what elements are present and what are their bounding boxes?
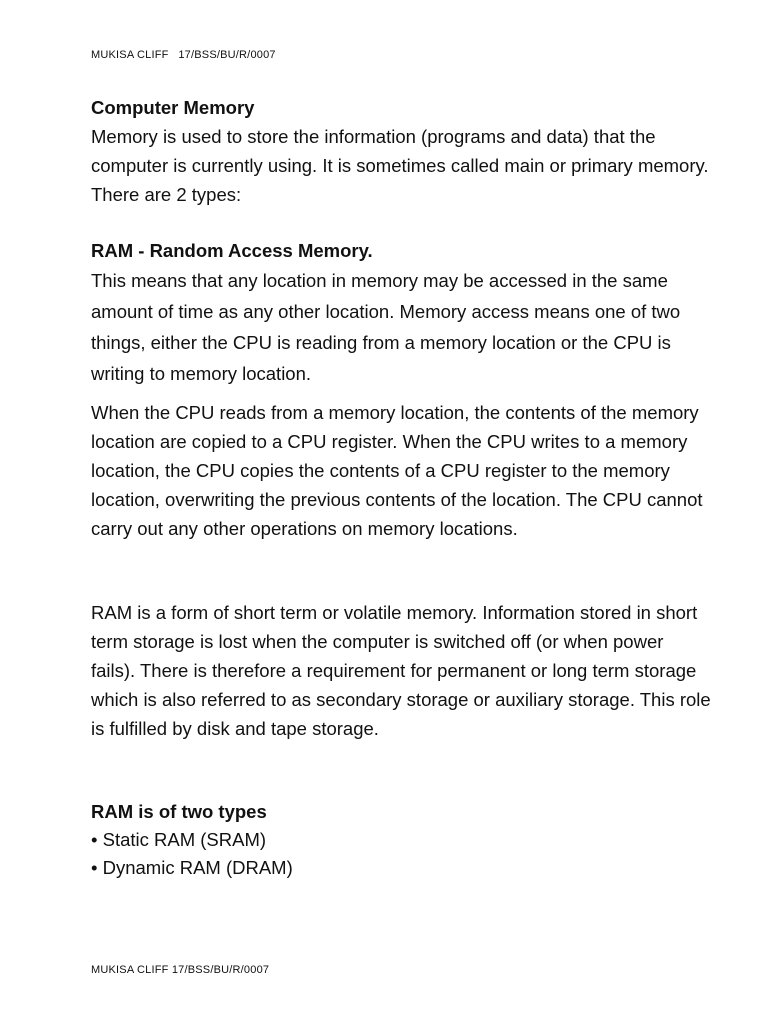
volatile-section bbox=[91, 598, 711, 743]
ram-types-list bbox=[91, 826, 711, 882]
section-heading-ram: RAM - Random Access Memory. bbox=[91, 240, 373, 261]
cpu-paragraph: When the CPU reads from a memory location, the contents of the memory location are copied to a CPU register. When the CPU writes to a memory location, the CPU copies the contents of a CPU register to the memory location, overwriting the previous contents of the location. The CPU cannot carry out any other operations on memory locations. bbox=[91, 402, 703, 539]
volatile-paragraph: RAM is a form of short term or volatile memory. Information stored in short term storage is lost when the computer is switched off (or when power fails). There is therefore a requirement for permanent or long term storage which is also referred to as secondary storage or auxiliary storage. This role is fulfilled by disk and tape storage. bbox=[91, 602, 711, 739]
intro-section bbox=[91, 93, 711, 209]
section-heading-ram-types: RAM is of two types bbox=[91, 801, 267, 822]
list-item-dram: • Dynamic RAM (DRAM) bbox=[91, 857, 293, 878]
ram-paragraph: This means that any location in memory may be accessed in the same amount of time as any other location. Memory access means one of two things, either the CPU is reading from a memory location or the CPU is writing to memory location. bbox=[91, 270, 681, 384]
page-footer: MUKISA CLIFF 17/BSS/BU/R/0007 bbox=[91, 964, 270, 976]
cpu-section bbox=[91, 398, 711, 543]
ram-section bbox=[91, 236, 711, 389]
intro-paragraph: Memory is used to store the information (programs and data) that the computer is currently using. It is sometimes called main or primary memory. There are 2 types: bbox=[91, 126, 709, 205]
section-heading-computer-memory: Computer Memory bbox=[91, 97, 255, 118]
page-header: MUKISA CLIFF 17/BSS/BU/R/0007 bbox=[91, 49, 276, 61]
list-item-sram: • Static RAM (SRAM) bbox=[91, 829, 267, 850]
ram-types-section bbox=[91, 797, 711, 882]
